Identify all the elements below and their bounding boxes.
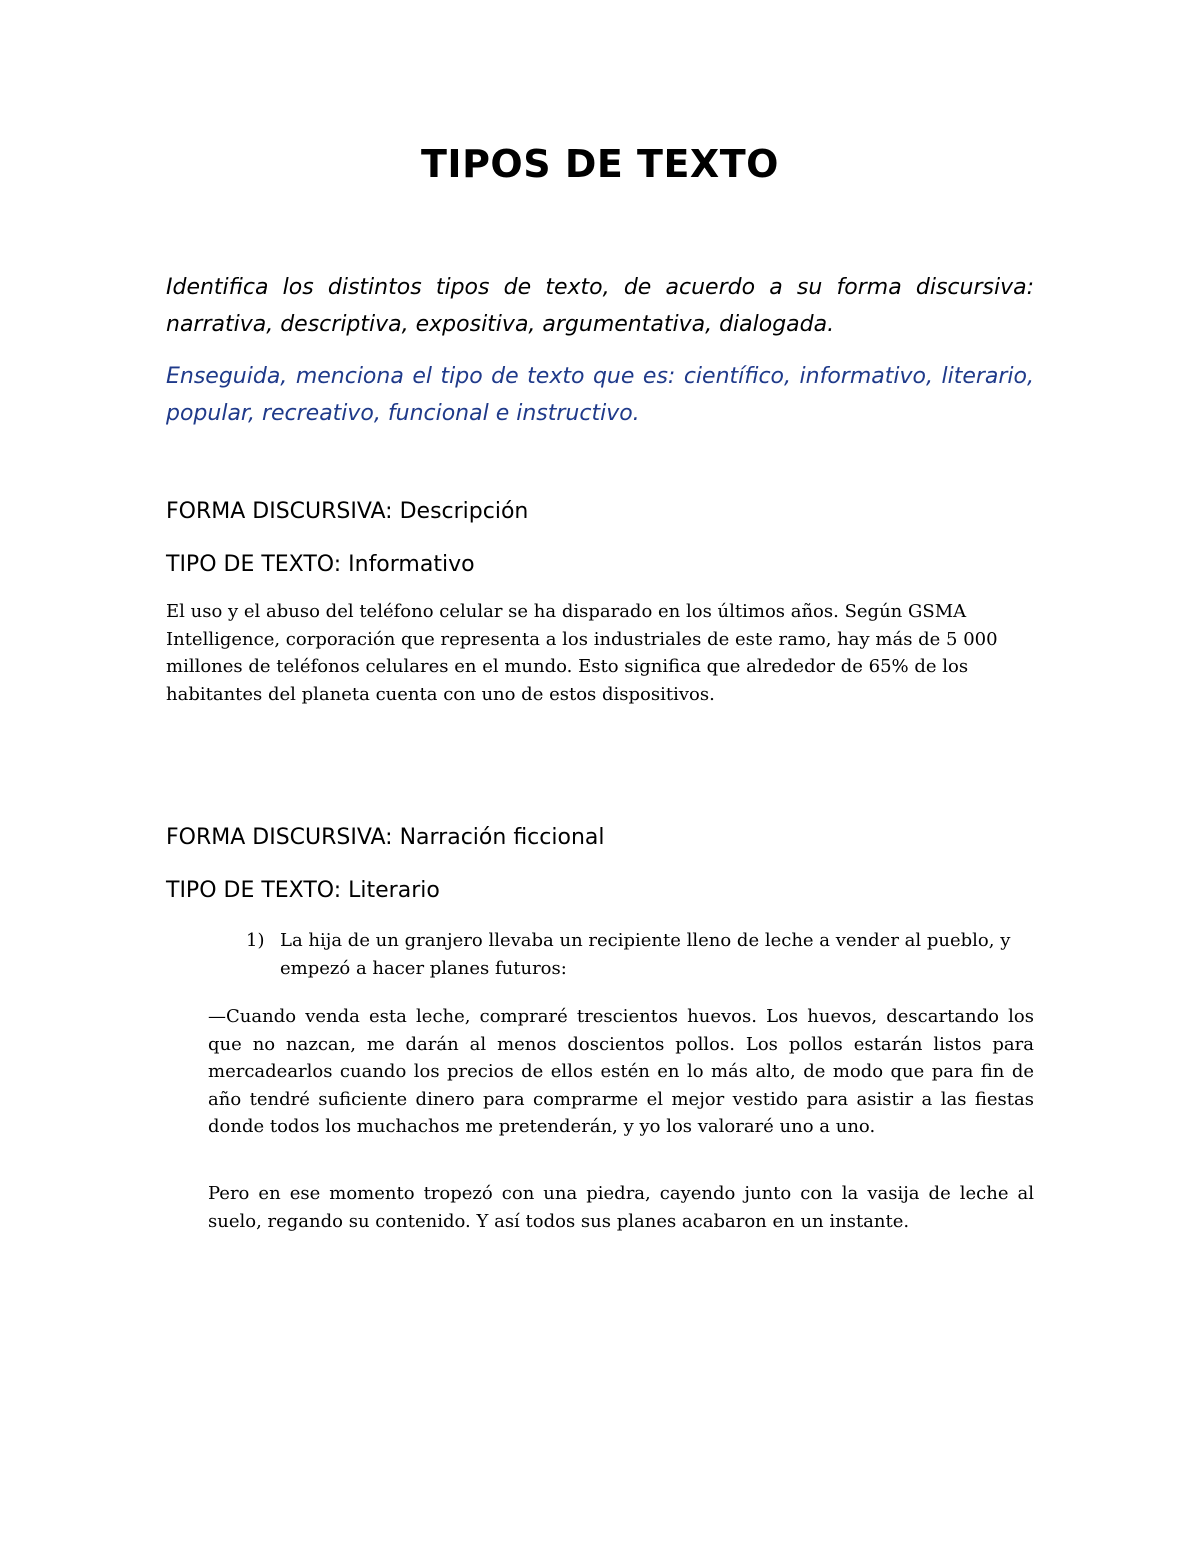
list-item [246,927,1036,982]
section-2-tipo-de-texto: TIPO DE TEXTO: Literario [166,878,440,903]
section-1-forma-discursiva: FORMA DISCURSIVA: Descripción [166,499,529,524]
section-1-tipo-de-texto: TIPO DE TEXTO: Informativo [166,552,475,577]
dialog-paragraph: —Cuando venda esta leche, compraré trescientos huevos. Los huevos, descartando los que no nazcan, me darán al menos doscientos pollos. Los pollos estarán listos para mercadearlos cuando los precios de ellos estén en lo más alto, de modo que para fin de año tendré suficiente dinero para comprarme el mejor vestido para asistir a las fiestas donde todos los muchachos me pretenderán, y yo los valoraré uno a uno. [208,1006,1034,1137]
instruction-forma-discursiva: Identifica los distintos tipos de texto, de acuerdo a su forma discursiva: narrativa, descriptiva, expositiva, argumentativa, dialogada. [166,275,1034,337]
instruction-tipo-de-texto: Enseguida, menciona el tipo de texto que es: científico, informativo, literario, popular, recreativo, funcional e instructivo. [166,364,1034,426]
list-number: 1) [246,930,265,951]
list-text: La hija de un granjero llevaba un recipiente lleno de leche a vender al pueblo, y empezó a hacer planes futuros: [280,930,1011,979]
document-title: TIPOS DE TEXTO [421,142,779,186]
section-1-paragraph: El uso y el abuso del teléfono celular se ha disparado en los últimos años. Según GSMA Intelligence, corporación que representa a los industriales de este ramo, hay más de 5 000 millones de teléfonos celulares en el mundo. Esto significa que alrededor de 65% de los habitantes del planeta cuenta con uno de estos dispositivos. [166,601,998,705]
section-2-forma-discursiva: FORMA DISCURSIVA: Narración ficcional [166,825,605,850]
ending-paragraph: Pero en ese momento tropezó con una piedra, cayendo junto con la vasija de leche al suelo, regando su contenido. Y así todos sus planes acabaron en un instante. [208,1183,1034,1232]
